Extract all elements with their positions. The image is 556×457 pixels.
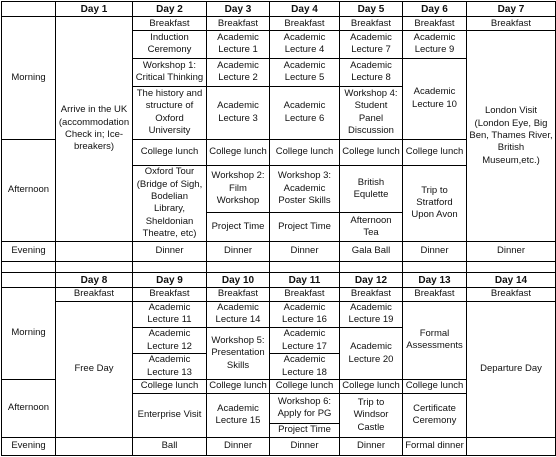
schedule-cell: Dinner: [270, 437, 340, 455]
schedule-cell: Dinner: [403, 241, 467, 261]
schedule-cell: Academic Lecture 15: [207, 394, 270, 437]
schedule-cell: Project Time: [270, 423, 340, 437]
day1-arrival: Arrive in the UK (accommodation Check in; Ice-breakers): [56, 17, 133, 242]
schedule-cell: British Equlette: [340, 165, 403, 212]
schedule-cell: Academic Lecture 3: [207, 86, 270, 139]
day-header: Day 11: [270, 273, 340, 288]
schedule-cell: Breakfast: [403, 288, 467, 301]
schedule-cell: College lunch: [270, 380, 340, 394]
schedule-cell: Workshop 5: Presentation Skills: [207, 328, 270, 380]
schedule-cell: Breakfast: [133, 288, 207, 301]
schedule-cell: Academic Lecture 4: [270, 31, 340, 58]
corner-cell: [2, 2, 56, 17]
schedule-cell: Breakfast: [340, 17, 403, 31]
schedule-cell: College lunch: [270, 139, 340, 165]
schedule-cell: Trip to Stratford Upon Avon: [403, 165, 467, 241]
schedule-cell: Workshop 3: Academic Poster Skills: [270, 165, 340, 212]
schedule-cell: Workshop 6: Apply for PG: [270, 394, 340, 423]
schedule-cell: Breakfast: [467, 288, 556, 301]
schedule-cell: Project Time: [270, 212, 340, 241]
schedule-cell: Academic Lecture 5: [270, 58, 340, 86]
schedule-cell: Dinner: [340, 437, 403, 455]
schedule-cell: College lunch: [340, 139, 403, 165]
schedule-cell: Trip to Windsor Castle: [340, 394, 403, 437]
schedule-cell: Academic Lecture 9: [403, 31, 467, 58]
schedule-cell: Induction Ceremony: [133, 31, 207, 58]
period-label-evening: Evening: [2, 241, 56, 261]
schedule-cell: College lunch: [207, 380, 270, 394]
schedule-cell: The history and structure of Oxford University: [133, 86, 207, 139]
schedule-cell: Breakfast: [270, 288, 340, 301]
schedule-cell: Academic Lecture 11: [133, 301, 207, 327]
day-header: Day 14: [467, 273, 556, 288]
day-header: Day 3: [207, 2, 270, 17]
schedule-cell: College lunch: [340, 380, 403, 394]
schedule-cell: [467, 437, 556, 455]
schedule-cell: Project Time: [207, 212, 270, 241]
schedule-cell: Ball: [133, 437, 207, 455]
schedule-cell: Academic Lecture 1: [207, 31, 270, 58]
schedule-cell: Academic Lecture 13: [133, 354, 207, 380]
schedule-cell: Academic Lecture 8: [340, 58, 403, 86]
schedule-cell: Academic Lecture 16: [270, 301, 340, 327]
day-header: Day 12: [340, 273, 403, 288]
schedule-cell: Breakfast: [340, 288, 403, 301]
period-label-afternoon: Afternoon: [2, 380, 56, 438]
day-header: Day 6: [403, 2, 467, 17]
schedule-cell: Workshop 1: Critical Thinking: [133, 58, 207, 86]
schedule-cell: [56, 241, 133, 261]
schedule-cell: College lunch: [133, 139, 207, 165]
week2-header-row: [2, 273, 556, 288]
schedule-cell: Academic Lecture 6: [270, 86, 340, 139]
schedule-cell: Dinner: [207, 437, 270, 455]
schedule-cell: Workshop 4: Student Panel Discussion: [340, 86, 403, 139]
day-header: Day 1: [56, 2, 133, 17]
schedule-cell: Academic Lecture 7: [340, 31, 403, 58]
day-header: Day 7: [467, 2, 556, 17]
schedule-cell: Academic Lecture 17: [270, 328, 340, 354]
week1-header-row: [2, 2, 556, 17]
schedule-cell: College lunch: [403, 139, 467, 165]
schedule-cell: Breakfast: [56, 288, 133, 301]
schedule-table: [1, 1, 556, 456]
day-header: Day 8: [56, 273, 133, 288]
day8-free-day: Free Day: [56, 301, 133, 437]
corner-cell: [2, 273, 56, 288]
schedule-cell: Afternoon Tea: [340, 212, 403, 241]
schedule-cell: Breakfast: [207, 17, 270, 31]
schedule-cell: Dinner: [270, 241, 340, 261]
schedule-cell: College lunch: [133, 380, 207, 394]
schedule-cell: Academic Lecture 12: [133, 328, 207, 354]
period-label-morning: Morning: [2, 288, 56, 380]
schedule-cell: Formal Assessments: [403, 301, 467, 379]
schedule-cell: Academic Lecture 19: [340, 301, 403, 327]
schedule-cell: Dinner: [467, 241, 556, 261]
schedule-cell: Breakfast: [133, 17, 207, 31]
week-spacer-row: [2, 261, 556, 272]
schedule-cell: Breakfast: [403, 17, 467, 31]
period-label-morning: Morning: [2, 17, 56, 139]
day7-london-visit: London Visit (London Eye, Big Ben, Thames River, British Museum,etc.): [467, 31, 556, 241]
day14-departure: Departure Day: [467, 301, 556, 437]
schedule-cell: Breakfast: [467, 17, 556, 31]
schedule-cell: [56, 437, 133, 455]
day-header: Day 4: [270, 2, 340, 17]
schedule-cell: Workshop 2: Film Workshop: [207, 165, 270, 212]
schedule-cell: College lunch: [207, 139, 270, 165]
schedule-cell: Formal dinner: [403, 437, 467, 455]
day-header: Day 5: [340, 2, 403, 17]
schedule-cell: Dinner: [207, 241, 270, 261]
day-header: Day 2: [133, 2, 207, 17]
schedule-cell: Oxford Tour (Bridge of Sigh, Bodelian Library, Sheldonian Theatre, etc): [133, 165, 207, 241]
schedule-cell: Dinner: [133, 241, 207, 261]
day-header: Day 10: [207, 273, 270, 288]
period-label-afternoon: Afternoon: [2, 139, 56, 241]
schedule-cell: Academic Lecture 14: [207, 301, 270, 327]
schedule-cell: Breakfast: [270, 17, 340, 31]
schedule-cell: Academic Lecture 20: [340, 328, 403, 380]
schedule-cell: Academic Lecture 18: [270, 354, 340, 380]
schedule-cell: Enterprise Visit: [133, 394, 207, 437]
day-header: Day 13: [403, 273, 467, 288]
schedule-cell: Breakfast: [207, 288, 270, 301]
schedule-cell: College lunch: [403, 380, 467, 394]
schedule-cell: Academic Lecture 2: [207, 58, 270, 86]
schedule-cell: Academic Lecture 10: [403, 58, 467, 139]
schedule-cell: Certificate Ceremony: [403, 394, 467, 437]
schedule-cell: Gala Ball: [340, 241, 403, 261]
period-label-evening: Evening: [2, 437, 56, 455]
day-header: Day 9: [133, 273, 207, 288]
